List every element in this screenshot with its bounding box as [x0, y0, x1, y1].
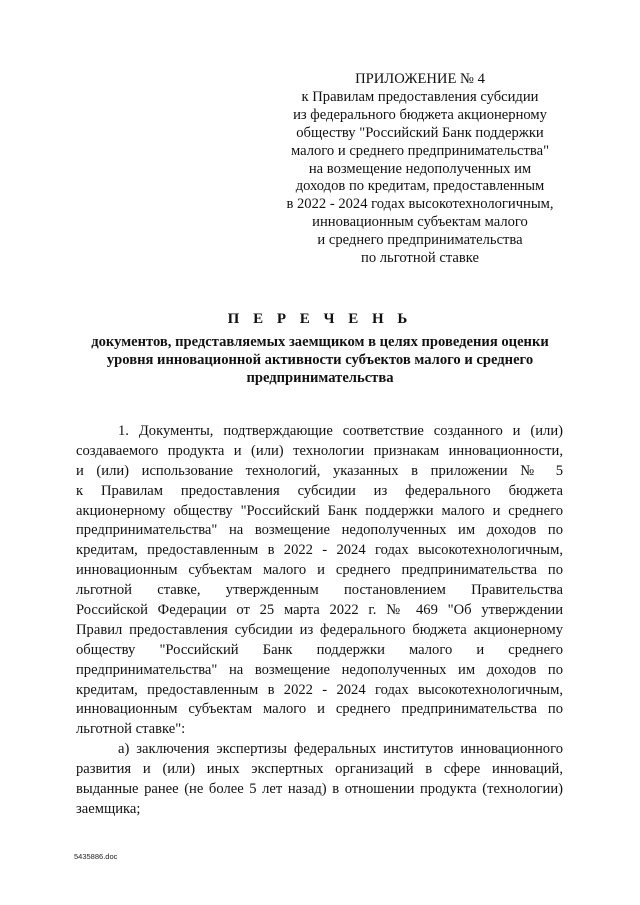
paragraph-line: создаваемого продукта и (или) технологии признакам инновационности,: [76, 442, 563, 459]
appendix-line: малого и среднего предпринимательства": [290, 142, 550, 159]
subtitle-line: уровня инновационной активности субъектов малого и среднего: [106, 351, 534, 368]
paragraph-line: инновационным субъектам малого и среднего предпринимательства по: [76, 701, 563, 718]
paragraph-line: акционерному обществу "Российский Банк поддержки малого и среднего: [76, 502, 563, 519]
appendix-line: инновационным субъектам малого: [312, 214, 528, 231]
item-a-line: развития и (или) иных экспертных организаций в сфере инноваций,: [76, 761, 563, 778]
paragraph-line: льготной ставке":: [76, 721, 186, 738]
paragraph-line: предпринимательства" на возмещение недополученных им доходов по: [76, 522, 563, 539]
paragraph-line: Российской Федерации от 25 марта 2022 г. № 469 "Об утверждении: [76, 602, 563, 619]
appendix-heading: ПРИЛОЖЕНИЕ № 4: [355, 71, 485, 87]
paragraph-line: обществу "Российский Банк поддержки малого и среднего: [76, 641, 563, 658]
item-a-line: заемщика;: [76, 800, 141, 817]
footer-filename: 5435886.doc: [74, 852, 118, 861]
paragraph-line: кредитам, предоставленным в 2022 - 2024 годах высокотехнологичным,: [76, 681, 563, 698]
appendix-block: [270, 71, 570, 268]
appendix-line: обществу "Российский Банк поддержки: [296, 124, 544, 141]
paragraph-line: кредитам, предоставленным в 2022 - 2024 годах высокотехнологичным,: [76, 542, 563, 559]
paragraph-line: 1. Документы, подтверждающие соответствие созданного и (или): [118, 423, 563, 439]
paragraph-line: льготной ставке, утвержденным постановлением Правительства: [76, 582, 563, 599]
appendix-line: по льготной ставке: [361, 250, 479, 267]
appendix-line: к Правилам предоставления субсидии: [301, 88, 539, 105]
subtitle-line: предпринимательства: [246, 369, 394, 386]
appendix-line: на возмещение недополученных им: [308, 160, 532, 177]
paragraph-line: предпринимательства" на возмещение недополученных им доходов по: [76, 661, 563, 678]
paragraph-line: и (или) использование технологий, указанных в приложении № 5: [76, 462, 563, 479]
document-title: П Е Р Е Ч Е Н Ь: [227, 311, 413, 327]
subtitle-line: документов, представляемых заемщиком в целях проведения оценки: [91, 334, 549, 350]
appendix-line: доходов по кредитам, предоставленным: [295, 178, 545, 195]
item-a-line: выданные ранее (не более 5 лет назад) в отношении продукта (технологии): [76, 781, 563, 798]
paragraph-line: инновационным субъектам малого и среднего предпринимательства по: [76, 562, 563, 579]
appendix-line: и среднего предпринимательства: [317, 232, 523, 249]
appendix-line: в 2022 - 2024 годах высокотехнологичным,: [286, 196, 554, 213]
paragraph-line: к Правилам предоставления субсидии из федерального бюджета: [76, 482, 563, 499]
document-subtitle: [70, 334, 570, 388]
document-body: [76, 422, 563, 820]
item-a-line: а) заключения экспертизы федеральных институтов инновационного: [118, 741, 563, 758]
appendix-line: из федерального бюджета акционерному: [293, 106, 547, 123]
paragraph-line: Правил предоставления субсидии из федерального бюджета акционерному: [76, 621, 563, 638]
